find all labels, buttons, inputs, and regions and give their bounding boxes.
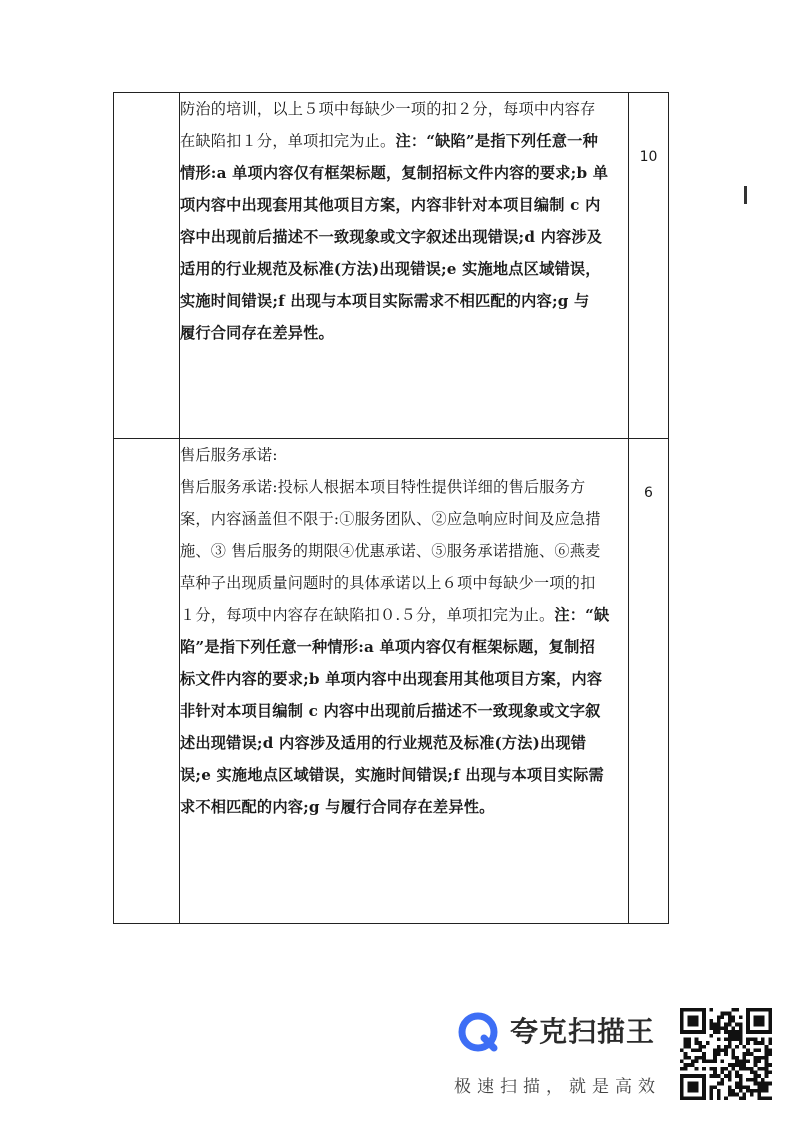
qr-code-icon <box>680 1008 772 1100</box>
line-bold-text: 非针对本项目编制 c 内容中出现前后描述不一致现象或文字叙 <box>180 702 601 720</box>
line-bold-text: 适用的行业规范及标准(方法)出现错误;e 实施地点区域错误， <box>180 260 601 278</box>
text-line <box>180 663 628 695</box>
text-line <box>180 439 628 471</box>
text-line <box>180 253 628 285</box>
line-text: 案，内容涵盖但不限于:①服务团队、②应急响应时间及应急措 <box>180 510 601 528</box>
text-line <box>180 631 628 663</box>
text-line <box>180 727 628 759</box>
quark-logo-icon <box>457 1011 499 1053</box>
criteria-text-cell <box>180 439 629 924</box>
line-bold-text: 求不相匹配的内容;g 与履行合同存在差异性。 <box>180 798 495 816</box>
text-line <box>180 189 628 221</box>
criteria-lines <box>180 439 628 823</box>
text-line <box>180 317 628 349</box>
text-line <box>180 791 628 823</box>
text-line <box>180 125 628 157</box>
line-bold-text: 容中出现前后描述不一致现象或文字叙述出现错误;d 内容涉及 <box>180 228 603 246</box>
text-line <box>180 695 628 727</box>
line-bold-text: 误;e 实施地点区域错误，实施时间错误;f 出现与本项目实际需 <box>180 766 604 784</box>
line-text: 草种子出现质量问题时的具体承诺以上６项中每缺少一项的扣 <box>180 574 596 592</box>
text-line <box>180 503 628 535</box>
line-text: 售后服务承诺: <box>180 446 278 464</box>
watermark-app-name: 夸克扫描王 <box>510 1015 656 1048</box>
line-bold-text: 履行合同存在差异性。 <box>180 324 334 342</box>
line-text: 售后服务承诺:投标人根据本项目特性提供详细的售后服务方 <box>180 478 586 496</box>
text-line <box>180 157 628 189</box>
text-line <box>180 759 628 791</box>
line-bold-text: 注：“缺陷”是指下列任意一种 <box>395 132 598 150</box>
line-bold-text: 项内容中出现套用其他项目方案，内容非针对本项目编制 c 内 <box>180 196 601 214</box>
line-bold-text: 标文件内容的要求;b 单项内容中出现套用其他项目方案，内容 <box>180 670 603 688</box>
line-bold-text: 情形:a 单项内容仅有框架标题，复制招标文件内容的要求;b 单 <box>180 164 609 182</box>
line-text: 施、③ 售后服务的期限④优惠承诺、⑤服务承诺措施、⑥燕麦 <box>180 542 601 560</box>
score-cell: 6 <box>629 439 669 924</box>
line-text: １分，每项中内容存在缺陷扣０.５分，单项扣完为止。 <box>180 606 555 624</box>
line-bold-text: 述出现错误;d 内容涉及适用的行业规范及标准(方法)出现错 <box>180 734 587 752</box>
line-text: 防治的培训，以上５项中每缺少一项的扣２分，每项中内容存 <box>180 100 596 118</box>
text-line <box>180 599 628 631</box>
text-line <box>180 221 628 253</box>
text-line <box>180 535 628 567</box>
line-text: 在缺陷扣１分，单项扣完为止。 <box>180 132 396 150</box>
table-row <box>114 439 669 924</box>
score-cell: 10 <box>629 93 669 439</box>
text-line <box>180 285 628 317</box>
watermark-slogan: 极速扫描，就是高效 <box>454 1077 661 1097</box>
text-line <box>180 471 628 503</box>
line-bold-text: 实施时间错误;f 出现与本项目实际需求不相匹配的内容;g 与 <box>180 292 590 310</box>
left-cell <box>114 439 180 924</box>
criteria-lines <box>180 93 628 349</box>
table-row <box>114 93 669 439</box>
line-bold-text: 注：“缺 <box>554 606 610 624</box>
scan-edge-mark <box>744 186 747 204</box>
left-cell <box>114 93 180 439</box>
text-line <box>180 567 628 599</box>
text-line <box>180 93 628 125</box>
criteria-text-cell <box>180 93 629 439</box>
scoring-table <box>113 92 669 924</box>
line-bold-text: 陷”是指下列任意一种情形:a 单项内容仅有框架标题，复制招 <box>180 638 595 656</box>
scanner-watermark <box>452 1006 672 1106</box>
